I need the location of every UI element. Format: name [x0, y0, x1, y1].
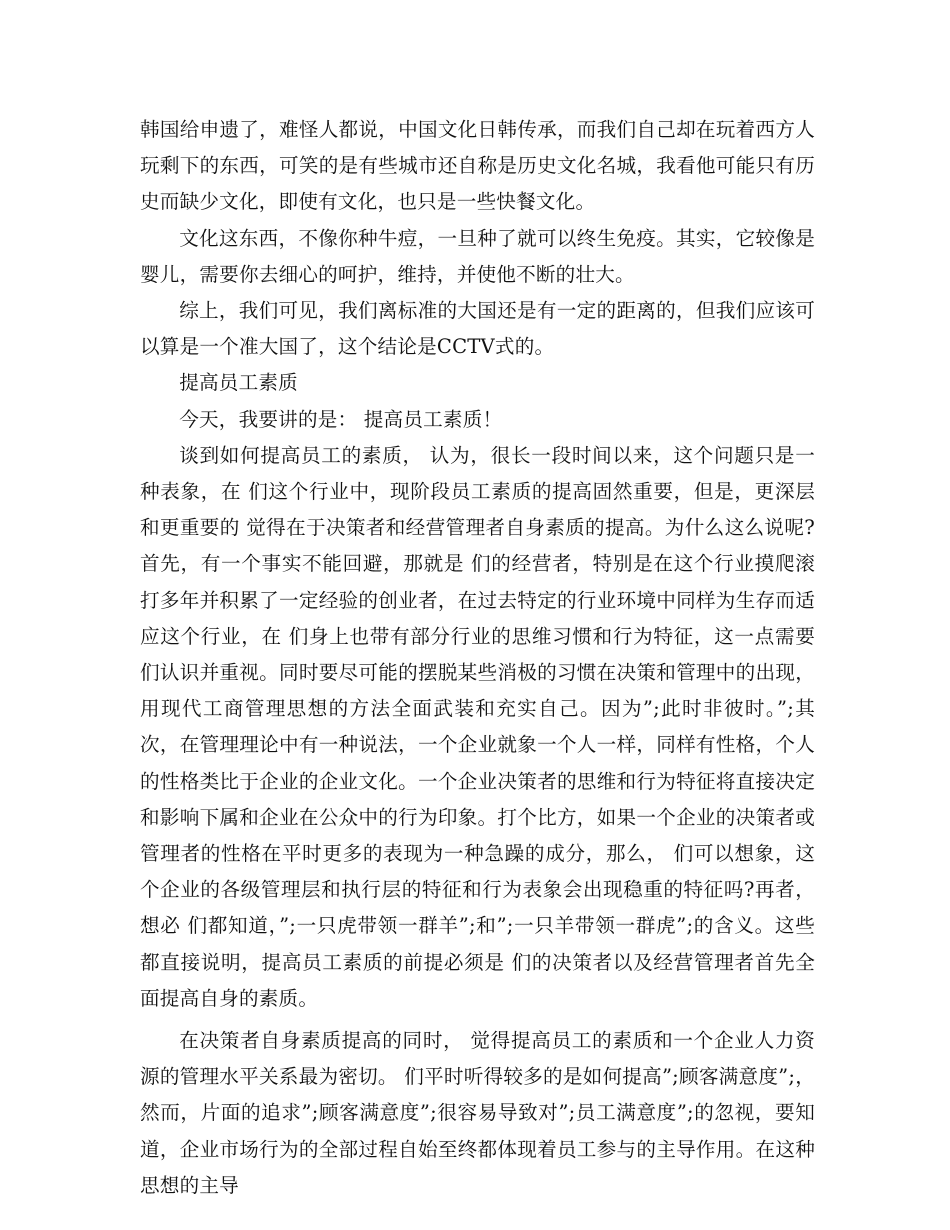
document-body — [140, 112, 815, 1204]
paragraph-conclusion: 综上，我们可见，我们离标准的大国还是有一定的距离的，但我们应该可以算是一个准大国了，这个结论是CCTV式的。 — [140, 299, 815, 359]
paragraph-intro: 今天，我要讲的是： 提高员工素质！ — [179, 407, 503, 431]
paragraph-main: 谈到如何提高员工的素质， 认为，很长一段时间以来，这个问题只是一种表象，在 们这个行业中，现阶段员工素质的提高固然重要，但是，更深层和更重要的 觉得在于决策者和经营管理者自身素质的提高。为什么这么说呢?首先，有一个事实不能回避，那就是 们的经营者，特别是在这个行业摸爬滚打多年并积累了一定经验的创业者，在过去特定的行业环境中同样为生存而适应这个行业，在 们身上也带有部分行业的思维习惯和行为特征，这一点需要 们认识并重视。同时要尽可能的摆脱某些消极的习惯在决策和管理中的出现，用现代工商管理思想的方法全面武装和充实自己。因为”;此时非彼时。”;其次，在管理理论中有一种说法，一个企业就象一个人一样，同样有性格，个人的性格类比于企业的企业文化。一个企业决策者的思维和行为特征将直接决定和影响下属和企业在公众中的行为印象。打个比方，如果一个企业的决策者或管理者的性格在平时更多的表现为一种急躁的成分，那么， 们可以想象，这个企业的各级管理层和执行层的特征和行为表象会出现稳重的特征吗?再者，想必 们都知道，”;一只虎带领一群羊”;和”;一只羊带领一群虎”;的含义。这些都直接说明，提高员工素质的前提必须是 们的决策者以及经营管理者首先全面提高自身的素质。 — [140, 443, 815, 1010]
paragraph-continuation: 韩国给申遗了，难怪人都说，中国文化日韩传承，而我们自己却在玩着西方人玩剩下的东西，可笑的是有些城市还自称是历史文化名城，我看他可能只有历史而缺少文化，即使有文化，也只是一些快餐文化。 — [140, 118, 815, 214]
paragraph-hr: 在决策者自身素质提高的同时， 觉得提高员工的素质和一个企业人力资源的管理水平关系最为密切。 们平时听得较多的是如何提高”;顾客满意度”;，然而，片面的追求”;顾客满意度”;很容易导致对”;员工满意度”;的忽视，要知道，企业市场行为的全部过程自始至终都体现着员工参与的主导作用。在这种思想的主导 — [140, 1029, 815, 1197]
paragraph-culture: 文化这东西，不像你种牛痘，一旦种了就可以终生免疫。其实，它较像是婴儿，需要你去细心的呵护，维持，并使他不断的壮大。 — [140, 226, 815, 286]
section-heading: 提高员工素质 — [179, 371, 298, 395]
